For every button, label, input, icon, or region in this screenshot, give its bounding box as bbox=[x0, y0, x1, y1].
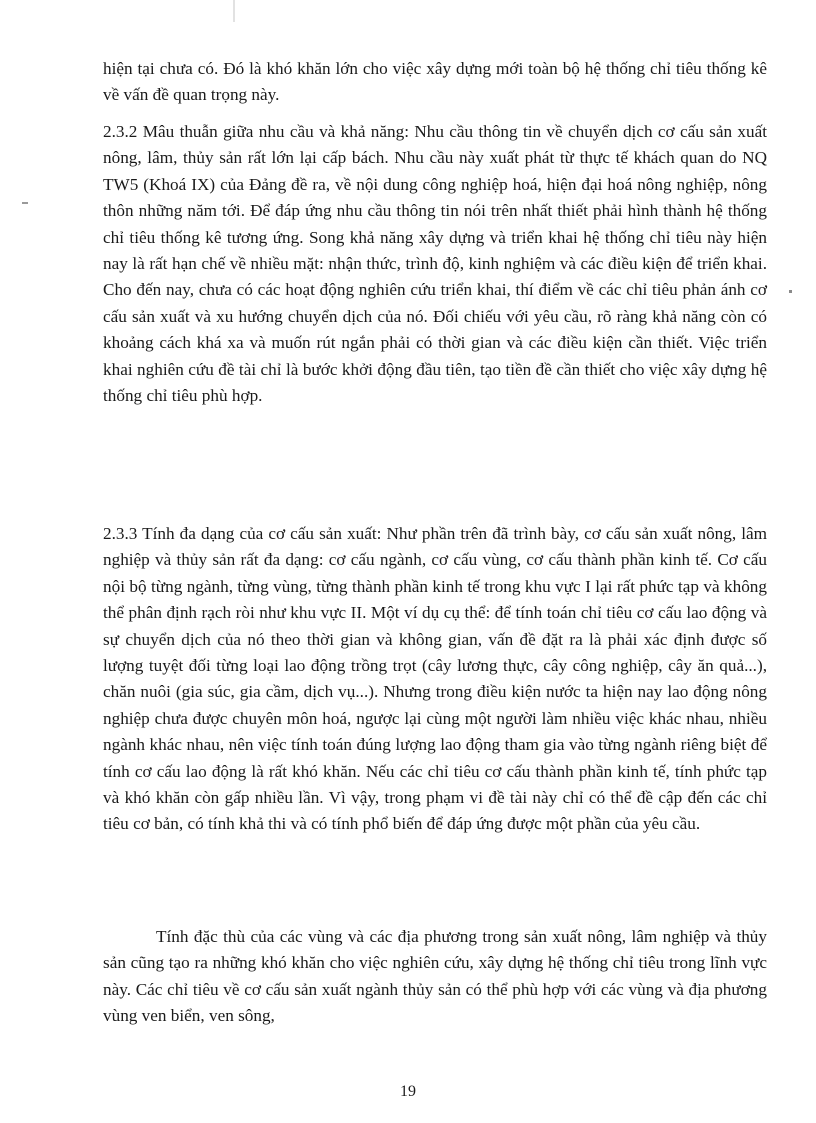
paragraph-intro: hiện tại chưa có. Đó là khó khăn lớn cho việc xây dựng mới toàn bộ hệ thống chỉ tiêu thống kê về vấn đề quan trọng này. bbox=[103, 59, 767, 105]
paragraph-regional: Tính đặc thù của các vùng và các địa phương trong sản xuất nông, lâm nghiệp và thủy sản cũng tạo ra những khó khăn cho việc nghiên cứu, xây dựng hệ thống chỉ tiêu trong lĩnh vực này. Các chỉ tiêu về cơ cấu sản xuất ngành thủy sản có thể phù hợp với các vùng và địa phương vùng ven biển, ven sông, bbox=[103, 927, 767, 1026]
paragraph-section-2-3-3: 2.3.3 Tính đa dạng của cơ cấu sản xuất: Như phần trên đã trình bày, cơ cấu sản xuất nông, lâm nghiệp và thủy sản rất đa dạng: cơ cấu ngành, cơ cấu vùng, cơ cấu thành phần kinh tế. Cơ cấu nội bộ từng ngành, từng vùng, từng thành phần kinh tế trong khu vực I lại rất phức tạp và không thể phân định rạch ròi như khu vực II. Một ví dụ cụ thể: để tính toán chỉ tiêu cơ cấu lao động và sự chuyển dịch của nó theo thời gian và không gian, vấn đề đặt ra là phải xác định được số lượng tuyệt đối từng loại lao động trồng trọt (cây lương thực, cây công nghiệp, cây ăn quả...), chăn nuôi (gia súc, gia cầm, dịch vụ...). Nhưng trong điều kiện nước ta hiện nay lao động nông nghiệp chưa được chuyên môn hoá, ngược lại cùng một người làm nhiều việc khác nhau, nhiều ngành khác nhau, nên việc tính toán đúng lượng lao động tham gia vào từng ngành riêng biệt để tính cơ cấu lao động là rất khó khăn. Nếu các chỉ tiêu cơ cấu thành phần kinh tế, tính phức tạp và khó khăn còn gấp nhiều lần. Vì vậy, trong phạm vi đề tài này chỉ có thể đề cập đến các chỉ tiêu cơ bản, có tính khả thi và có tính phổ biến để đáp ứng được một phần của yêu cầu. bbox=[103, 524, 767, 834]
scan-artifact bbox=[22, 202, 28, 204]
page-number: 19 bbox=[400, 1083, 416, 1100]
paragraph-section-2-3-2: 2.3.2 Mâu thuẫn giữa nhu cầu và khả năng: Nhu cầu thông tin về chuyển dịch cơ cấu sản xuất nông, lâm, thủy sản rất lớn lại cấp bách. Nhu cầu này xuất phát từ thực tế khách quan do NQ TW5 (Khoá IX) của Đảng đề ra, về nội dung công nghiệp hoá, hiện đại hoá nông nghiệp, nông thôn những năm tới. Để đáp ứng nhu cầu thông tin nói trên nhất thiết phải hình thành hệ thống chỉ tiêu thống kê tương ứng. Song khả năng xây dựng và triển khai hệ thống chỉ tiêu này hiện nay là rất hạn chế về nhiều mặt: nhận thức, trình độ, kinh nghiệm và các điều kiện để triển khai. Cho đến nay, chưa có các hoạt động nghiên cứu triển khai, thí điểm về các chỉ tiêu phản ánh cơ cấu sản xuất và xu hướng chuyển dịch của nó. Đối chiếu với yêu cầu, rõ ràng khả năng còn có khoảng cách khá xa và muốn rút ngắn phải có thời gian và các điều kiện cần thiết. Việc triển khai nghiên cứu đề tài chỉ là bước khởi động đầu tiên, tạo tiền đề cần thiết cho việc xây dựng hệ thống chỉ tiêu phù hợp. bbox=[103, 122, 767, 406]
scan-artifact bbox=[233, 0, 235, 22]
scan-artifact bbox=[789, 290, 792, 293]
